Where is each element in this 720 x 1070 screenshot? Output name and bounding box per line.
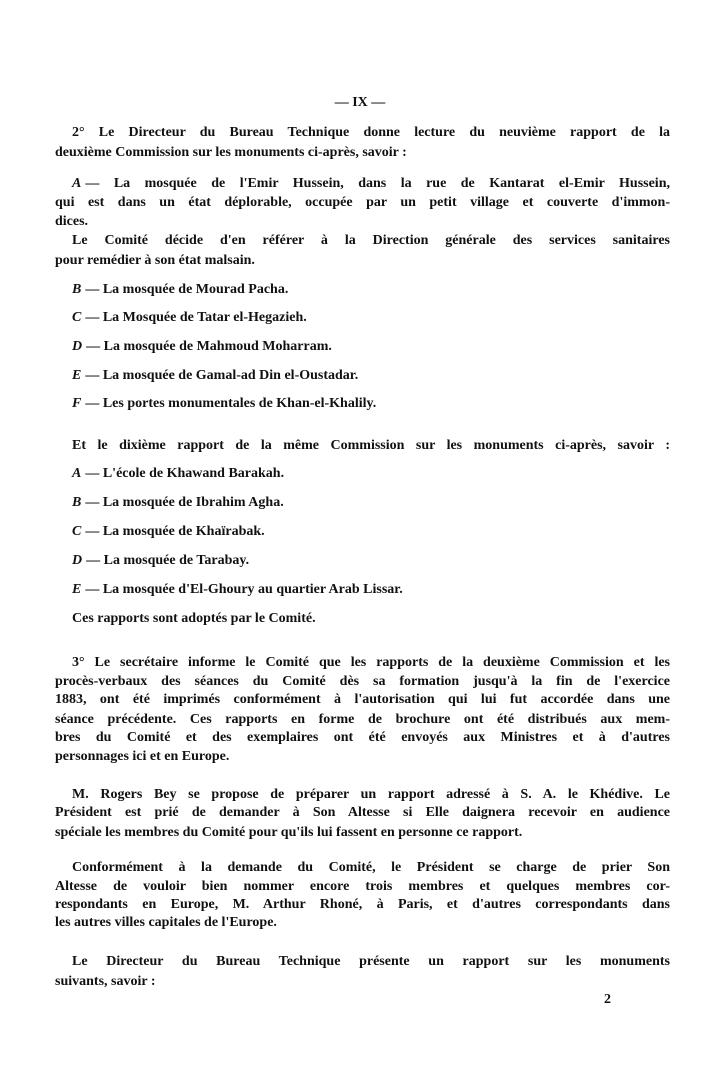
item-text: — La mosquée de Tarabay.	[86, 553, 250, 568]
text-line: Conformément à la demande du Comité, le Président se charge de prier Son	[72, 860, 670, 875]
item-text: — La mosquée de Ibrahim Agha.	[85, 495, 284, 510]
text-line: les autres villes capitales de l'Europe.	[55, 915, 277, 930]
item-text: — La mosquée de Gamal-ad Din el-Oustadar.	[85, 368, 359, 383]
list-item	[72, 464, 670, 484]
page-header: — IX —	[334, 95, 386, 110]
list-item	[72, 280, 670, 300]
item-letter: C	[72, 310, 82, 325]
list-item	[72, 394, 670, 414]
text-line: 1883, ont été imprimés conformément à l'autorisation qui lui fut accordée dans une	[55, 692, 670, 707]
list-item	[72, 551, 670, 571]
item-letter: C	[72, 524, 82, 539]
list-item	[72, 580, 670, 600]
text-line: respondants en Europe, M. Arthur Rhoné, à Paris, et d'autres correspondants dans	[55, 897, 670, 912]
text-line: bres du Comité et des exemplaires ont été envoyés aux Ministres et à d'autres	[55, 730, 670, 745]
text-line: Le Comité décide d'en référer à la Direction générale des services sanitaires	[72, 233, 670, 248]
item-text: — La mosquée de Mahmoud Moharram.	[86, 339, 332, 354]
text-line: spéciale les membres du Comité pour qu'ils lui fassent en personne ce rapport.	[55, 825, 523, 840]
text-line: Et le dixième rapport de la même Commission sur les monuments ci-après, savoir :	[72, 438, 670, 453]
text-line: Ces rapports sont adoptés par le Comité.	[72, 611, 316, 626]
item-text: — La mosquée de Khaïrabak.	[85, 524, 265, 539]
text-line: dices.	[55, 214, 89, 229]
list-item	[72, 308, 670, 328]
list-item	[72, 493, 670, 513]
text-line: qui est dans un état déplorable, occupée par un petit village et couverte d'immon-	[55, 195, 670, 210]
item-letter: B	[72, 495, 82, 510]
item-letter: F	[72, 396, 82, 411]
page-number: 2	[604, 992, 611, 1007]
text-line: procès-verbaux des séances du Comité dès sa formation jusqu'à la fin de l'exercice	[55, 674, 670, 689]
text-line: personnages ici et en Europe.	[55, 749, 230, 764]
text-line: deuxième Commission sur les monuments ci-après, savoir :	[55, 145, 407, 160]
text-line: 3° Le secrétaire informe le Comité que les rapports de la deuxième Commission et les	[72, 655, 670, 670]
item-text: — La Mosquée de Tatar el-Hegazieh.	[85, 310, 307, 325]
list-item	[72, 522, 670, 542]
list-item	[72, 366, 670, 386]
list-item	[72, 174, 670, 194]
item-text: — Les portes monumentales de Khan-el-Khalily.	[85, 396, 377, 411]
item-letter: E	[72, 368, 82, 383]
item-letter: A	[72, 466, 82, 481]
item-text: — La mosquée de l'Emir Hussein, dans la rue de Kantarat el-Emir Hussein,	[85, 176, 670, 191]
text-line: Président est prié de demander à Son Altesse si Elle daignera recevoir en audience	[55, 805, 670, 820]
item-letter: E	[72, 582, 82, 597]
item-letter: D	[72, 339, 83, 354]
item-text: — La mosquée de Mourad Pacha.	[85, 282, 289, 297]
text-line: 2° Le Directeur du Bureau Technique donne lecture du neuvième rapport de la	[72, 125, 670, 140]
item-letter: A	[72, 176, 82, 191]
item-letter: D	[72, 553, 83, 568]
text-line: M. Rogers Bey se propose de préparer un rapport adressé à S. A. le Khédive. Le	[72, 787, 670, 802]
text-line: Le Directeur du Bureau Technique présente un rapport sur les monuments	[72, 954, 670, 969]
item-text: — L'école de Khawand Barakah.	[85, 466, 285, 481]
text-line: Altesse de vouloir bien nommer encore trois membres et quelques membres cor-	[55, 879, 670, 894]
list-item	[72, 337, 670, 357]
item-letter: B	[72, 282, 82, 297]
text-line: suivants, savoir :	[55, 974, 156, 989]
item-text: — La mosquée d'El-Ghoury au quartier Arab Lissar.	[85, 582, 403, 597]
text-line: séance précédente. Ces rapports en forme de brochure ont été distribués aux mem-	[55, 712, 670, 727]
text-line: pour remédier à son état malsain.	[55, 253, 255, 268]
